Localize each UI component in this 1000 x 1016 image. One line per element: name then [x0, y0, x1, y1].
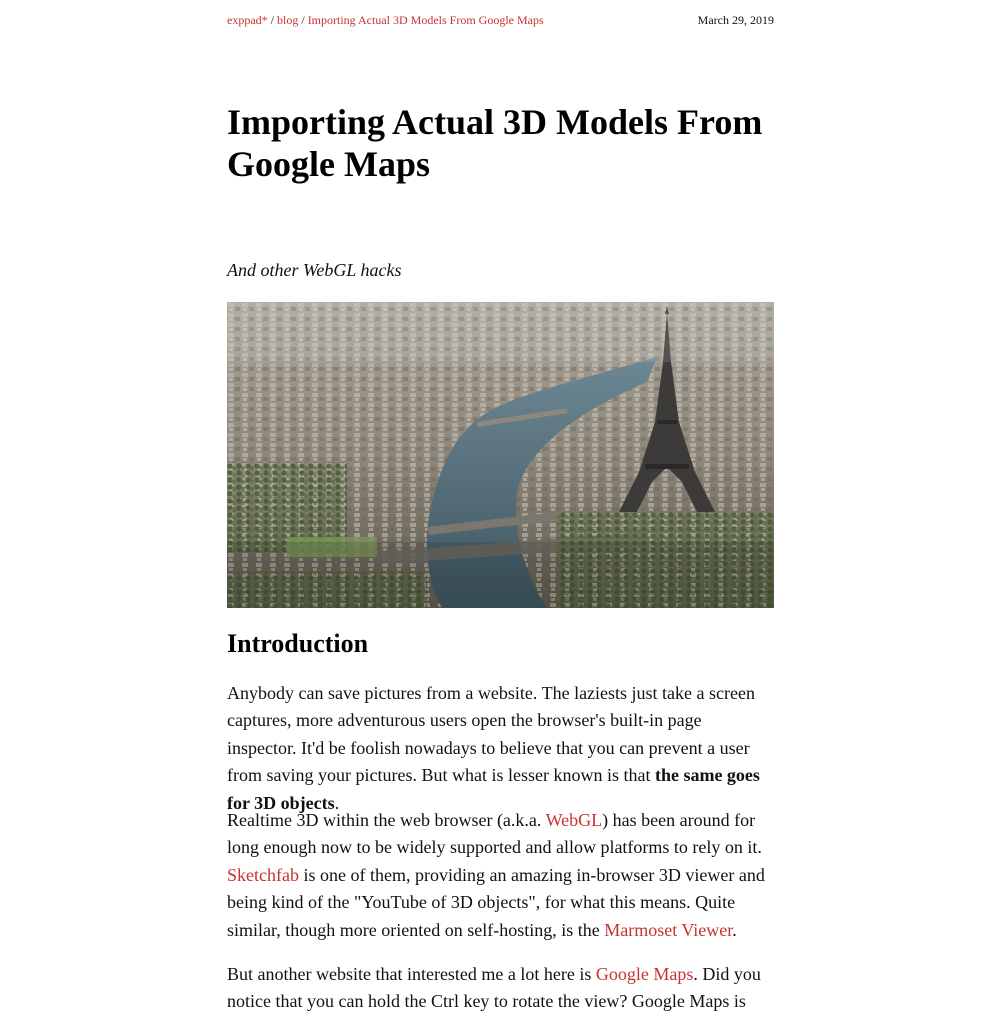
- breadcrumb-separator: /: [301, 13, 305, 27]
- breadcrumb-bar: [227, 12, 774, 28]
- hero-image: [227, 302, 774, 608]
- paragraph-text: . Did you notice that you can hold the Ctrl key to rotate the view? Google Maps is: [227, 964, 761, 1012]
- paragraph-text: .: [334, 792, 340, 813]
- link-google-maps[interactable]: Google Maps: [595, 964, 694, 984]
- paragraph-text: But another website that interested me a lot here is: [227, 964, 596, 984]
- breadcrumb-home-link[interactable]: exppad*: [227, 13, 268, 27]
- section-heading-introduction: Introduction: [227, 629, 369, 658]
- article-subtitle: And other WebGL hacks: [227, 260, 402, 280]
- link-marmoset-viewer[interactable]: Marmoset Viewer: [604, 919, 733, 940]
- link-webgl[interactable]: WebGL: [545, 810, 603, 830]
- post-date: March 29, 2019: [697, 13, 774, 27]
- paragraph-text: .: [732, 919, 737, 940]
- paragraph-text: Anybody can save pictures from a website. The laziests just take a screen captures, more adventurous users open the browser's built-in page inspector. It'd be foolish nowadays to believe that you can prevent a user from saving your pictures. But what is lesser known is that: [227, 683, 755, 786]
- bold-text: the same goes for 3D objects: [227, 765, 760, 813]
- breadcrumb-blog-link[interactable]: blog: [277, 13, 299, 27]
- link-sketchfab[interactable]: Sketchfab: [227, 864, 299, 885]
- paragraph-intro: [227, 680, 774, 817]
- paragraph-text: is one of them, providing an amazing in-browser 3D viewer and being kind of the "YouTube of 3D objects", for what this means. Quite similar, though more oriented on self-hosting, is the: [227, 864, 765, 940]
- paragraph-text: Realtime 3D within the web browser (a.k.a.: [227, 810, 546, 830]
- breadcrumb-separator: /: [270, 13, 274, 27]
- paragraph-text: ) has been around for long enough now to be widely supported and allow platforms to rely on it.: [227, 810, 762, 858]
- breadcrumb-current-link[interactable]: Importing Actual 3D Models From Google Maps: [307, 13, 544, 27]
- paragraph-google-maps: [227, 961, 774, 1016]
- paragraph-webgl: [227, 807, 774, 944]
- article-title: Importing Actual 3D Models From Google Maps: [227, 102, 763, 184]
